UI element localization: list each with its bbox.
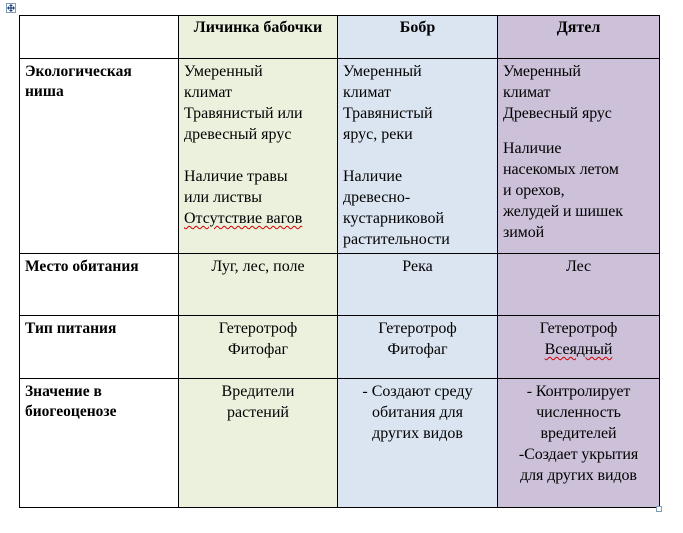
cell-habitat-woodpecker bbox=[498, 254, 660, 316]
table-header-row bbox=[20, 16, 660, 59]
cell-line: -Создает укрытия bbox=[518, 446, 639, 463]
cell-nutrition-butterfly bbox=[179, 316, 338, 379]
cell-line: Гетеротроф bbox=[539, 320, 618, 337]
cell-line: Вредители bbox=[221, 383, 295, 400]
cell-line: насекомых летом bbox=[503, 161, 619, 178]
cell-line: для других видов bbox=[520, 467, 637, 484]
cell-line-spellcheck: Всеядный bbox=[544, 341, 613, 358]
cell-line: Умеренный bbox=[343, 63, 422, 80]
row-label-ecological-niche: Экологическая ниша bbox=[20, 59, 179, 254]
cell-line: - Контролирует bbox=[526, 383, 631, 400]
cell-line: вредителей bbox=[540, 425, 617, 442]
cell-line: древесный ярус bbox=[184, 126, 292, 143]
cell-line: Река bbox=[402, 258, 433, 275]
cell-line: климат bbox=[184, 84, 233, 101]
cell-niche-butterfly bbox=[179, 59, 338, 254]
table-resize-handle[interactable] bbox=[656, 506, 662, 512]
cell-line-spellcheck: Отсутствие вагов bbox=[184, 210, 303, 227]
header-beaver: Бобр bbox=[338, 16, 498, 59]
header-cell-empty bbox=[20, 16, 179, 59]
cell-line: древесно- bbox=[343, 189, 411, 206]
cell-line-empty bbox=[184, 145, 332, 166]
table-row bbox=[20, 59, 660, 254]
cell-niche-woodpecker bbox=[498, 59, 660, 254]
cell-line-empty bbox=[343, 145, 492, 166]
cell-role-woodpecker bbox=[498, 379, 660, 508]
cell-line: Умеренный bbox=[184, 63, 263, 80]
cell-habitat-beaver bbox=[338, 254, 498, 316]
cell-line: Фитофаг bbox=[387, 341, 448, 358]
cell-line: Умеренный bbox=[503, 63, 581, 80]
cell-line: - Создают среду bbox=[362, 383, 473, 400]
cell-line: Фитофаг bbox=[227, 341, 288, 358]
cell-line: Лес bbox=[565, 258, 592, 275]
cell-line: зимой bbox=[503, 224, 545, 241]
cell-line: Древесный ярус bbox=[503, 105, 612, 122]
cell-line: других видов bbox=[372, 425, 463, 442]
row-label-habitat: Место обитания bbox=[20, 254, 179, 316]
cell-line: и орехов, bbox=[503, 182, 565, 199]
cell-line: климат bbox=[343, 84, 392, 101]
cell-line: климат bbox=[503, 84, 551, 101]
cell-line: желудей и шишек bbox=[503, 203, 623, 220]
row-label-nutrition-type: Тип питания bbox=[20, 316, 179, 379]
cell-line: численность bbox=[536, 404, 621, 421]
table-row bbox=[20, 379, 660, 508]
cell-line: растительности bbox=[343, 231, 450, 248]
ecology-table bbox=[19, 15, 660, 508]
cell-line: обитания для bbox=[372, 404, 463, 421]
row-label-role: Значение в биогеоценозе bbox=[20, 379, 179, 508]
cell-line: Травянистый bbox=[343, 105, 433, 122]
cell-line-empty bbox=[503, 124, 654, 138]
cell-line: Наличие bbox=[343, 168, 403, 185]
cell-line: Травянистый или bbox=[184, 105, 303, 122]
cell-nutrition-woodpecker bbox=[498, 316, 660, 379]
move-arrows-icon bbox=[7, 4, 15, 12]
table-row bbox=[20, 316, 660, 379]
header-woodpecker: Дятел bbox=[498, 16, 660, 59]
cell-line: ярус, реки bbox=[343, 126, 413, 143]
cell-line: Наличие bbox=[503, 140, 562, 157]
cell-line: или листвы bbox=[184, 189, 263, 206]
cell-niche-beaver bbox=[338, 59, 498, 254]
cell-line: Луг, лес, поле bbox=[211, 258, 305, 275]
table-move-handle[interactable] bbox=[6, 3, 16, 13]
cell-line: Гетеротроф bbox=[378, 320, 457, 337]
cell-role-beaver bbox=[338, 379, 498, 508]
header-butterfly-larva: Личинка бабочки bbox=[179, 16, 338, 59]
cell-role-butterfly bbox=[179, 379, 338, 508]
cell-habitat-butterfly bbox=[179, 254, 338, 316]
cell-line: Наличие травы bbox=[184, 168, 288, 185]
cell-line: Гетеротроф bbox=[218, 320, 298, 337]
cell-line: кустарниковой bbox=[343, 210, 445, 227]
cell-nutrition-beaver bbox=[338, 316, 498, 379]
cell-line: растений bbox=[227, 404, 289, 421]
table-row bbox=[20, 254, 660, 316]
